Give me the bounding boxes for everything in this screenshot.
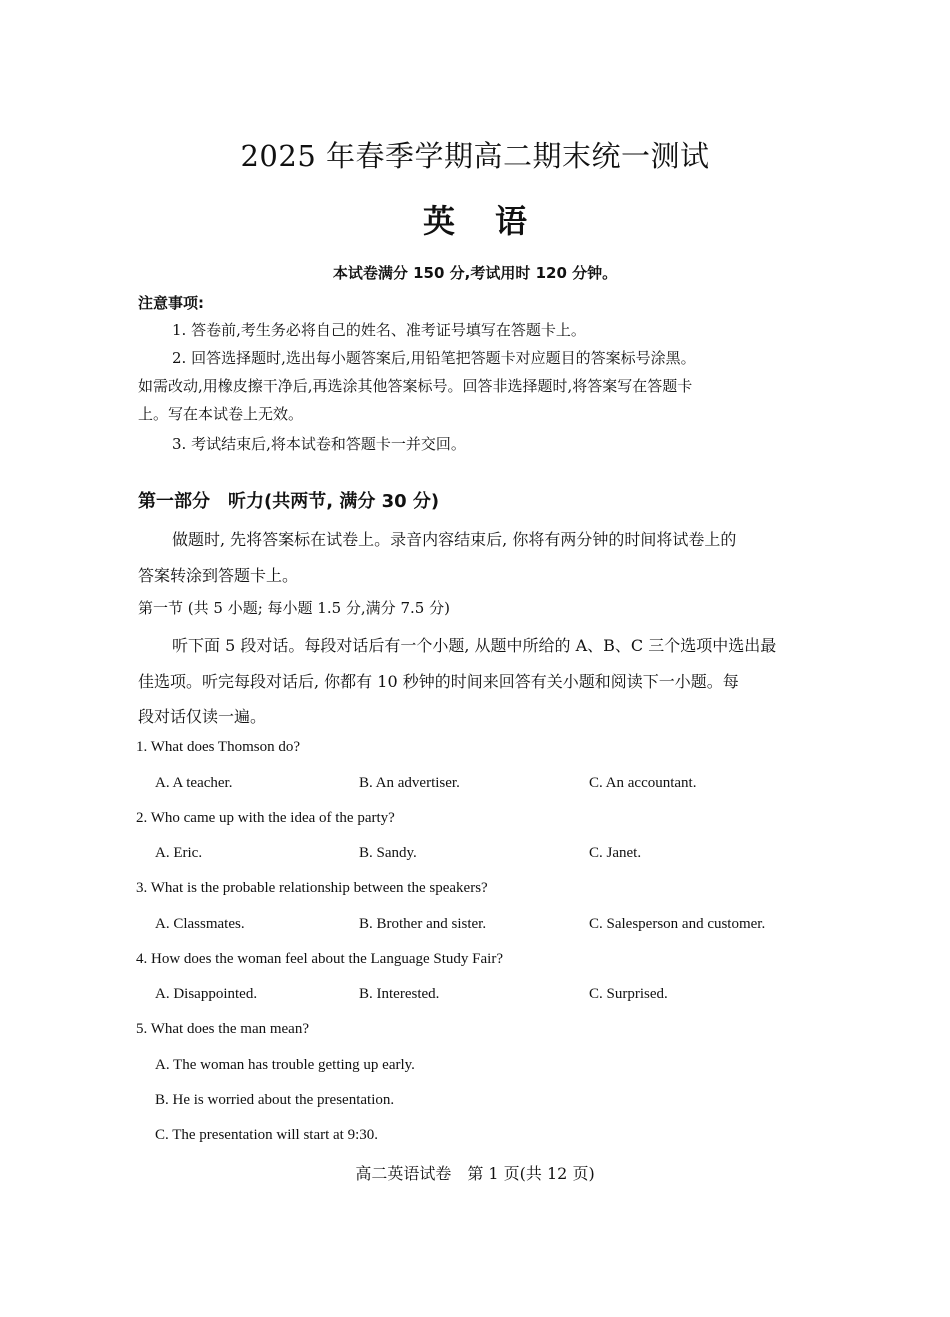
option-a: A. The woman has trouble getting up early. <box>155 1057 415 1073</box>
page-footer: 高二英语试卷 第 1 页(共 12 页) <box>355 1164 595 1183</box>
question-stem: 2. Who came up with the idea of the party? <box>136 810 395 826</box>
option-b: B. An advertiser. <box>359 775 460 791</box>
option-c: C. Salesperson and customer. <box>589 916 766 932</box>
option-c: C. Surprised. <box>589 986 668 1002</box>
option-c: C. Janet. <box>589 845 642 861</box>
notice-item-2-line-1: 2. 回答选择题时,选出每小题答案后,用铅笔把答题卡对应题目的答案标号涂黑。 <box>172 349 696 367</box>
option-b: B. He is worried about the presentation. <box>155 1092 395 1108</box>
question-stem: 1. What does Thomson do? <box>136 739 301 755</box>
question-stem: 3. What is the probable relationship between the speakers? <box>136 880 488 896</box>
question-stem: 4. How does the woman feel about the Language Study Fair? <box>136 951 503 967</box>
notice-item-2-line-3: 上。写在本试卷上无效。 <box>138 405 304 423</box>
notice-item-1: 1. 答卷前,考生务必将自己的姓名、准考证号填写在答题卡上。 <box>172 321 586 339</box>
part1-heading: 第一部分 听力(共两节, 满分 30 分) <box>138 491 440 512</box>
option-b: B. Sandy. <box>359 845 417 861</box>
part1-intro-line-1: 做题时, 先将答案标在试卷上。录音内容结束后, 你将有两分钟的时间将试卷上的 <box>172 530 737 549</box>
exam-subject: 英语 <box>422 202 567 240</box>
option-a: A. Classmates. <box>155 916 245 932</box>
option-b: B. Interested. <box>359 986 440 1002</box>
exam-title: 2025 年春季学期高二期末统一测试 <box>240 139 710 173</box>
question-stem: 5. What does the man mean? <box>136 1021 309 1037</box>
section1-intro-line-1: 听下面 5 段对话。每段对话后有一个小题, 从题中所给的 A、B、C 三个选项中选出最 <box>172 636 777 655</box>
option-a: A. A teacher. <box>155 775 233 791</box>
notice-item-2-line-2: 如需改动,用橡皮擦干净后,再选涂其他答案标号。回答非选择题时,将答案写在答题卡 <box>138 377 693 395</box>
option-b: B. Brother and sister. <box>359 916 487 932</box>
option-c: C. An accountant. <box>589 775 697 791</box>
section1-heading: 第一节 (共 5 小题; 每小题 1.5 分,满分 7.5 分) <box>138 599 450 617</box>
option-a: A. Eric. <box>155 845 203 861</box>
section1-intro-line-2: 佳选项。听完每段对话后, 你都有 10 秒钟的时间来回答有关小题和阅读下一小题。每 <box>138 672 739 691</box>
part1-intro-line-2: 答案转涂到答题卡上。 <box>138 566 299 585</box>
option-a: A. Disappointed. <box>155 986 258 1002</box>
option-c: C. The presentation will start at 9:30. <box>155 1127 379 1143</box>
score-info: 本试卷满分 150 分,考试用时 120 分钟。 <box>332 264 618 282</box>
notice-heading: 注意事项: <box>138 294 204 312</box>
section1-intro-line-3: 段对话仅读一遍。 <box>138 707 267 726</box>
notice-item-3: 3. 考试结束后,将本试卷和答题卡一并交回。 <box>172 435 466 453</box>
